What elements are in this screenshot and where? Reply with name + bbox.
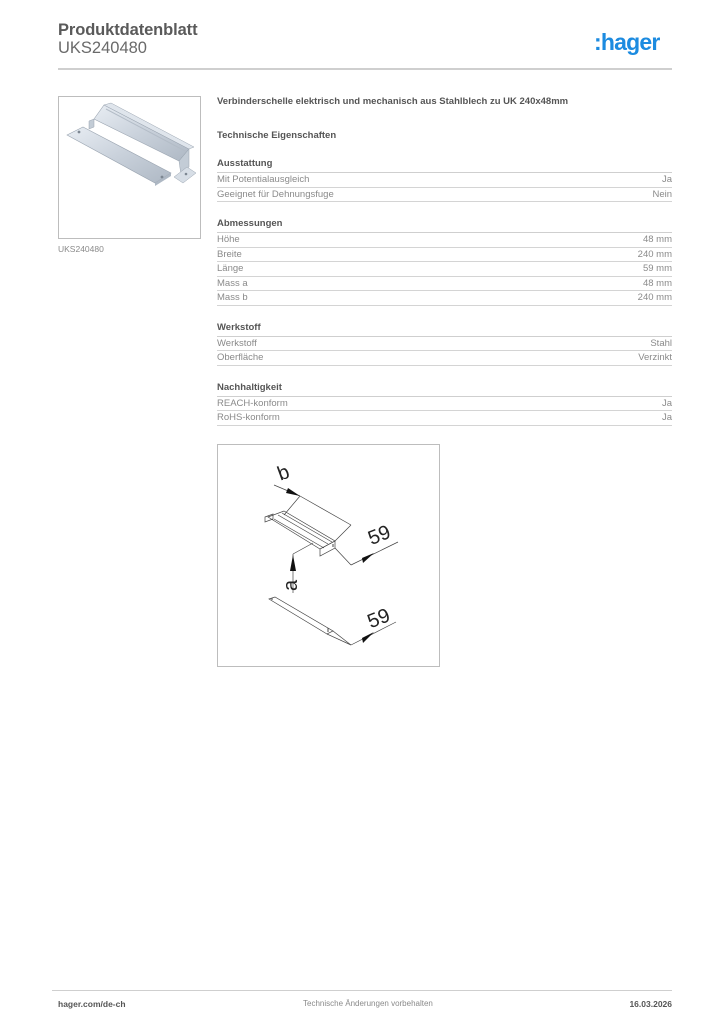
- property-label: RoHS-konform: [217, 412, 280, 423]
- property-value: 48 mm: [642, 234, 672, 245]
- property-label: Mass a: [217, 277, 248, 289]
- footer-notice: Technische Änderungen vorbehalten: [303, 999, 433, 1008]
- property-row: [217, 262, 672, 277]
- property-row: [217, 351, 672, 366]
- property-value: 59 mm: [642, 263, 672, 274]
- svg-text:b: b: [274, 460, 293, 486]
- hager-logo: :hager: [594, 29, 660, 55]
- property-value: Ja: [661, 174, 672, 185]
- footer-website-link[interactable]: hager.com/de-ch: [58, 999, 126, 1009]
- property-label: Mass b: [217, 292, 248, 303]
- group-title: Abmessungen: [217, 218, 672, 233]
- svg-text:59: 59: [364, 604, 394, 634]
- property-label: Oberfläche: [217, 352, 264, 363]
- product-photo-icon: [59, 97, 200, 238]
- property-row: [217, 291, 672, 306]
- property-label: Höhe: [217, 234, 240, 245]
- group-title: Nachhaltigkeit: [217, 382, 672, 397]
- property-label: Breite: [217, 248, 242, 260]
- property-row: [217, 173, 672, 188]
- property-row: [217, 233, 672, 248]
- property-value: Nein: [652, 188, 672, 200]
- property-label: Mit Potentialausgleich: [217, 174, 310, 185]
- property-value: 48 mm: [642, 277, 672, 289]
- header-divider: [58, 68, 672, 70]
- property-row: [217, 337, 672, 352]
- section-title-technical: Technische Eigenschaften: [217, 130, 337, 141]
- property-value: 240 mm: [637, 292, 672, 303]
- product-image: [58, 96, 201, 239]
- property-row: [217, 277, 672, 292]
- product-image-caption: UKS240480: [58, 244, 104, 254]
- svg-text:59: 59: [364, 521, 394, 550]
- group-title: Ausstattung: [217, 158, 672, 173]
- group-title: Werkstoff: [217, 322, 672, 337]
- property-label: REACH-konform: [217, 397, 288, 409]
- group-werkstoff: [217, 322, 672, 366]
- group-ausstattung: [217, 158, 672, 202]
- dimension-drawing-icon: [218, 445, 439, 666]
- property-label: Werkstoff: [217, 337, 257, 349]
- property-value: Ja: [661, 397, 672, 409]
- product-description: Verbinderschelle elektrisch und mechanisch aus Stahlblech zu UK 240x48mm: [217, 96, 569, 107]
- property-label: Länge: [217, 263, 244, 274]
- group-nachhaltigkeit: [217, 382, 672, 426]
- page-title: Produktdatenblatt: [58, 21, 198, 39]
- footer-date: 16.03.2026: [629, 999, 672, 1009]
- property-row: [217, 188, 672, 203]
- property-value: Ja: [661, 412, 672, 423]
- property-value: Verzinkt: [638, 352, 672, 363]
- property-label: Geeignet für Dehnungsfuge: [217, 188, 334, 200]
- product-details: [217, 96, 672, 458]
- property-row: [217, 248, 672, 263]
- property-value: Stahl: [650, 337, 672, 349]
- technical-drawing: [217, 444, 440, 667]
- product-code: UKS240480: [58, 39, 147, 57]
- svg-text:a: a: [280, 579, 302, 591]
- group-abmessungen: [217, 218, 672, 306]
- property-row: [217, 411, 672, 426]
- footer-divider: [52, 990, 672, 991]
- property-row: [217, 397, 672, 412]
- property-value: 240 mm: [637, 248, 672, 260]
